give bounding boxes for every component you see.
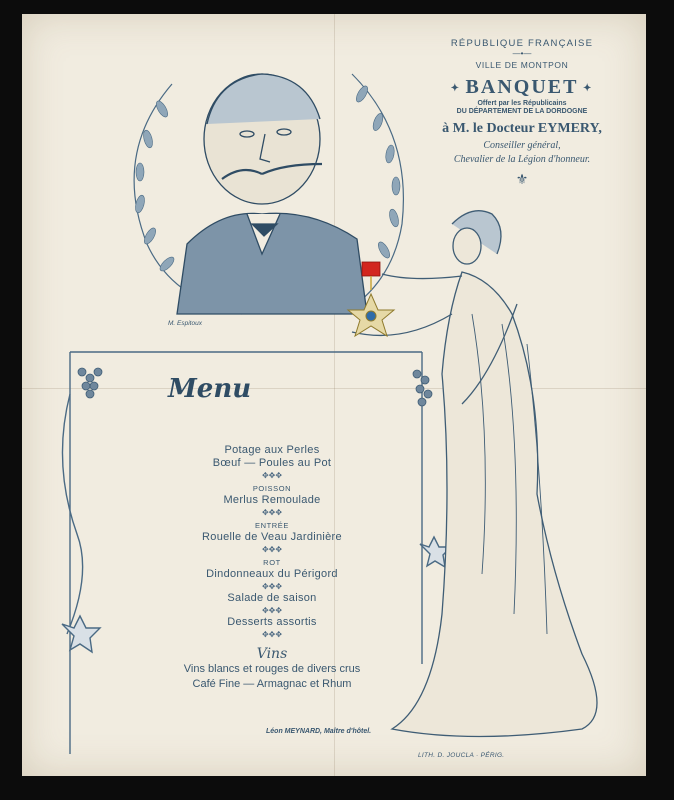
menu-course-heading: ROT — [263, 558, 281, 567]
menu-divider: ✥✥✥ — [261, 606, 283, 615]
honoree-role-1: Conseiller général, — [483, 140, 561, 151]
wine-item: Café Fine — Armagnac et Rhum — [192, 678, 352, 690]
wine-item: Vins blancs et rouges de divers crus — [183, 663, 361, 675]
menu-course-heading: ENTRÉE — [254, 521, 290, 530]
menu-divider: ✥✥✥ — [261, 471, 283, 480]
menu-dish: Bœuf — Poules au Pot — [212, 457, 332, 469]
menu-dish: Salade de saison — [227, 592, 317, 604]
republic-heading: RÉPUBLIQUE FRANÇAISE — [450, 38, 594, 49]
menu-dish: Rouelle de Veau Jardinière — [202, 531, 342, 543]
artist-signature: M. Espitoux — [168, 320, 202, 327]
menu-divider: ✥✥✥ — [261, 508, 283, 517]
department: DU DÉPARTEMENT DE LA DORDOGNE — [456, 108, 588, 115]
menu-dish: Potage aux Perles — [224, 444, 320, 456]
menu-divider: ✥✥✥ — [261, 545, 283, 554]
menu-dish: Dindonneaux du Périgord — [206, 568, 338, 580]
menu-list — [152, 444, 392, 692]
town-heading: VILLE DE MONTPON — [475, 60, 569, 70]
menu-dish: Desserts assortis — [227, 616, 317, 628]
honoree: à M. le Docteur EYMERY, — [442, 121, 602, 136]
menu-divider: ✥✥✥ — [261, 582, 283, 591]
header-ornament-icon: ⚜ — [515, 171, 529, 187]
menu-page — [22, 14, 646, 776]
honoree-role-2: Chevalier de la Légion d'honneur. — [453, 154, 591, 165]
wines-title: Vins — [256, 646, 288, 662]
portrait-of-doctor — [177, 74, 367, 314]
header-separator: —•— — [512, 49, 532, 58]
offered-by: Offert par les Républicains — [477, 100, 567, 107]
maitre-d-hotel: Léon MEYNARD, Maître d'hôtel. — [266, 728, 372, 735]
menu-dish: Merlus Remoulade — [223, 494, 321, 506]
menu-course-heading: POISSON — [252, 484, 292, 493]
banquet-title: ✦ BANQUET ✦ — [450, 76, 594, 98]
banquet-header — [402, 36, 642, 188]
menu-title: Menu — [168, 374, 252, 404]
menu-divider: ✥✥✥ — [261, 630, 283, 639]
lithographer-credit: LITH. D. JOUCLA · PÉRIG. — [418, 752, 505, 759]
